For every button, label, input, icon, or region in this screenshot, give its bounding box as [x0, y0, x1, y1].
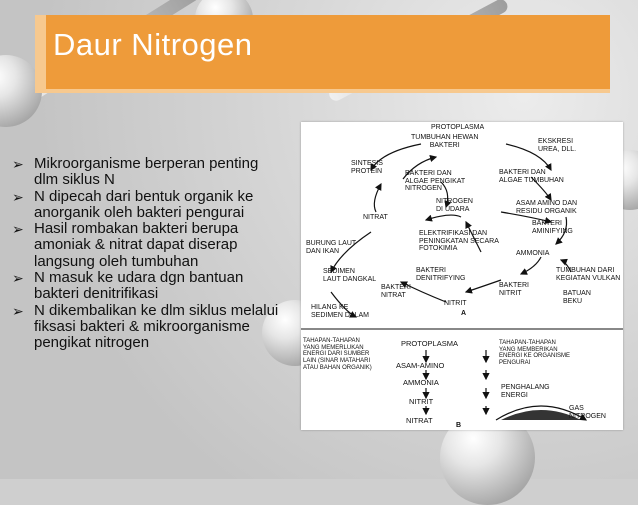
label-tumbuhan-dari: TUMBUHAN DARI KEGIATAN VULKAN: [556, 267, 621, 282]
label-asam-amino: ASAM-AMINO: [396, 361, 445, 370]
label-penghalang: PENGHALANG ENERGI: [501, 384, 550, 399]
label-bakteri-nitrit: BAKTERI NITRIT: [499, 282, 529, 297]
label-protoplasma-bottom: PROTOPLASMA: [401, 339, 458, 348]
label-bakteri-algae-tumbuhan: BAKTERI DAN ALGAE TUMBUHAN: [499, 169, 564, 184]
label-nitrat-bottom: NITRAT: [406, 416, 433, 425]
arrow-bullet-icon: ➢: [12, 270, 24, 287]
bullet-item: ➢ N dikembalikan ke dlm siklus melalui fiksasi bakteri & mikroorganisme pengikat nitrogen: [12, 301, 279, 352]
bullet-item: ➢ N dipecah dari bentuk organik ke anorganik oleh bakteri pengurai: [12, 187, 254, 221]
label-tahapan-right: TAHAPAN-TAHAPAN YANG MEMBERIKAN ENERGI KE ORGANISME PENGURAI: [499, 340, 571, 367]
arrow-bullet-icon: ➢: [12, 188, 24, 205]
page-title: Daur Nitrogen: [53, 27, 253, 62]
arrow-bullet-icon: ➢: [12, 156, 24, 172]
label-gas-nitrogen: GAS NITROGEN: [569, 405, 606, 420]
label-elektrifikasi: ELEKTRIFIKASI DAN PENINGKATAN SECARA FOTOKIMIA: [419, 230, 499, 252]
label-bakteri-nitrat: BAKTERI NITRAT: [381, 284, 411, 299]
nitrogen-cycle-diagram: [301, 122, 623, 430]
bullet-item: ➢ Mikroorganisme berperan penting dlm siklus N: [12, 155, 259, 189]
label-tumbuhan-hewan-bakteri: TUMBUHAN HEWAN BAKTERI: [411, 134, 479, 149]
label-ekskresi: EKSKRESI UREA, DLL.: [538, 138, 577, 153]
label-hilang: HILANG KE SEDIMEN DALAM: [311, 304, 369, 319]
arrow-bullet-icon: ➢: [12, 221, 24, 238]
label-nitrit: NITRIT: [444, 300, 467, 307]
label-asam-amino-residu: ASAM AMINO DAN RESIDU ORGANIK: [516, 200, 578, 215]
label-protoplasma: PROTOPLASMA: [431, 124, 485, 131]
bullet-item: ➢ Hasil rombakan bakteri berupa amoniak & nitrat dapat diserap langsung oleh tumbuhan: [12, 220, 239, 270]
label-bakteri-algae-pengikat: BAKTERI DAN ALGAE PENGIKAT NITROGEN: [405, 170, 466, 192]
label-batuan-beku: BATUAN BEKU: [563, 290, 591, 305]
label-nitrat: NITRAT: [363, 214, 388, 221]
label-sedimen-laut: SEDIMEN LAUT DANGKAL: [323, 268, 377, 283]
label-nitrit-bottom: NITRIT: [409, 397, 434, 406]
label-tahapan-left: TAHAPAN-TAHAPAN YANG MEMERLUKAN ENERGI DARI SUMBER LAIN (SINAR MATAHARI ATAU BAHAN ORGANIK): [303, 338, 372, 371]
label-bakteri-aminifying: BAKTERI AMINIFYING: [532, 220, 573, 235]
bullet-item: ➢ N masuk ke udara dgn bantuan bakteri denitrifikasi: [12, 269, 244, 303]
arrow-bullet-icon: ➢: [12, 302, 24, 319]
label-nitrogen-udara: NITROGEN DI UDARA: [436, 198, 473, 213]
label-burung-laut: BURUNG LAUT DAN IKAN: [306, 240, 357, 255]
label-sintesis: SINTESIS PROTEIN: [351, 160, 383, 175]
label-letter-b: B: [456, 422, 462, 429]
label-ammonia: AMMONIA: [516, 250, 550, 257]
bullet-list: [10, 156, 285, 352]
label-letter-a: A: [461, 310, 467, 317]
label-bakteri-denitrifying: BAKTERI DENITRIFYING: [416, 267, 466, 282]
label-ammonia-bottom: AMMONIA: [403, 378, 439, 387]
